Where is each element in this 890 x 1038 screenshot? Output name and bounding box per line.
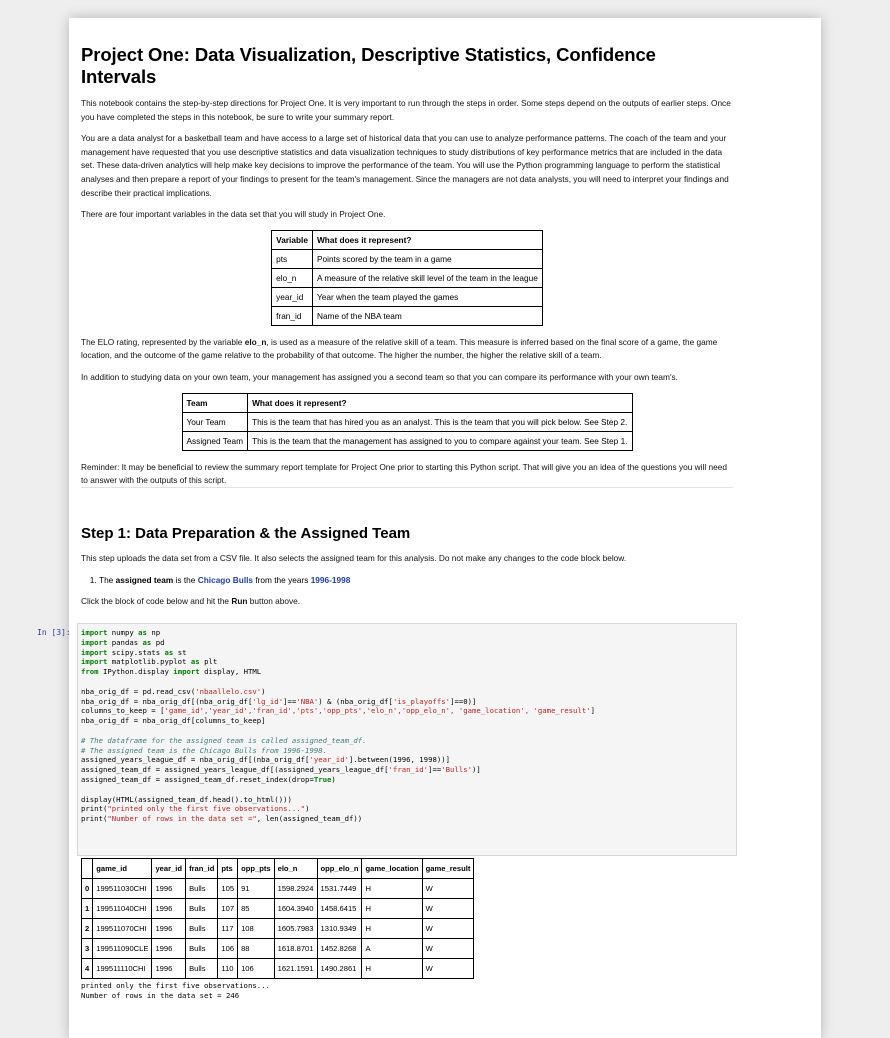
table-cell: 199511070CHI — [93, 919, 152, 939]
input-prompt: In [3]: — [37, 628, 71, 637]
code-text: ) — [261, 686, 266, 696]
code-text: )] — [472, 765, 481, 775]
keyword: as — [138, 628, 147, 637]
step1-title: Step 1: Data Preparation & the Assigned Team — [81, 525, 411, 542]
table-cell: Bulls — [186, 879, 218, 899]
alias: st — [177, 647, 187, 657]
elo-paragraph — [81, 336, 733, 363]
table-header — [82, 859, 93, 879]
code-cell[interactable] — [77, 623, 737, 856]
table-cell: fran_id — [272, 306, 313, 325]
table-cell: Points scored by the team in a game — [312, 249, 542, 268]
code-comment: # The assigned team is the Chicago Bulls from 1996-1998. — [81, 745, 328, 755]
code-text: assigned_years_league_df = nba_orig_df[(nba_orig_df[ — [81, 755, 310, 765]
code-line — [81, 648, 736, 658]
string: 'NBA' — [296, 696, 319, 706]
list-bold: assigned team — [115, 574, 174, 585]
code-text: print( — [81, 804, 108, 814]
string: 'Bulls' — [441, 765, 473, 775]
list-text: The — [99, 574, 116, 585]
code-line — [81, 814, 736, 824]
code-comment: # The dataframe for the assigned team is called assigned_team_df. — [81, 735, 367, 745]
table-cell: Bulls — [186, 899, 218, 919]
code-line — [81, 804, 736, 814]
code-line — [81, 657, 736, 667]
table-row — [82, 959, 474, 979]
row-index: 1 — [82, 899, 93, 919]
table-cell: A — [362, 939, 422, 959]
code-line: display(HTML(assigned_team_df.head().to_html())) — [81, 794, 292, 804]
table-row — [272, 287, 543, 306]
step1-cell — [81, 525, 733, 616]
row-index: 0 — [82, 879, 93, 899]
scenario-paragraph: You are a data analyst for a basketball team and have access to a large set of historical data that you can use to analyze performance patterns. The coach of the team and your management have requested that you use descriptive statistics and data visualization techniques to study distributions of key performance metrics that are included in the data set. These data-driven analytics will help make key decisions to improve the performance of the team. You will use the Python programming language to perform the statistical analyses and then prepare a report of your findings to present for the team's management. Since the managers are not data analysts, you will need to interpret your findings and describe their practical implications. — [81, 133, 729, 198]
table-cell: W — [422, 939, 474, 959]
elo-variable: elo_n — [244, 336, 267, 347]
variables-table — [271, 230, 543, 326]
code-text: ].between(1996, 1998))] — [349, 755, 451, 765]
list-text: from the years — [253, 574, 311, 585]
module: IPython.display — [102, 667, 169, 677]
code-line — [81, 765, 736, 775]
output-line: printed only the first five observations... — [81, 981, 270, 990]
string: "Number of rows in the data set =" — [107, 814, 257, 824]
code-line — [81, 628, 736, 638]
intro-paragraph: This notebook contains the step-by-step directions for Project One. It is very important to run through the steps in order. Some steps depend on the outputs of earlier steps. Once you have completed the steps in this notebook, be sure to write your summary report. — [81, 98, 731, 122]
keyword: as — [142, 637, 152, 647]
module: matplotlib.pyplot — [111, 657, 187, 667]
table-cell: Bulls — [186, 939, 218, 959]
table-cell: Bulls — [186, 959, 218, 979]
code-text: columns_to_keep = [ — [81, 706, 165, 716]
table-cell: 199511030CHI — [93, 879, 152, 899]
table-cell: 199511090CLE — [93, 939, 152, 959]
table-row — [272, 249, 543, 268]
table-cell: 1996 — [152, 899, 186, 919]
table-cell: 85 — [238, 899, 275, 919]
table-header: What does it represent? — [312, 230, 542, 249]
table-header: year_id — [152, 859, 186, 879]
dataframe-table — [81, 858, 474, 979]
table-cell: 106 — [238, 959, 275, 979]
table-cell: H — [362, 899, 422, 919]
table-header: elo_n — [274, 859, 317, 879]
code-text: assigned_team_df = assigned_years_league_df[(assigned_years_league_df[ — [81, 765, 389, 775]
code-text: ) — [305, 804, 310, 814]
output-line: Number of rows in the data set = 246 — [81, 991, 240, 1000]
table-cell: 1996 — [152, 879, 186, 899]
variables-intro: There are four important variables in the data set that you will study in Project One. — [81, 209, 386, 220]
table-row — [82, 919, 474, 939]
code-line — [81, 775, 736, 785]
code-blank — [81, 726, 736, 736]
code-text: ]== — [428, 765, 442, 775]
table-row — [272, 268, 543, 287]
code-line — [81, 706, 736, 716]
table-cell: year_id — [272, 287, 313, 306]
table-cell: This is the team that the management has assigned to you to compare against your team. See Step 1. — [248, 431, 632, 450]
table-header-row — [272, 230, 543, 249]
table-cell: 1310.9349 — [317, 919, 362, 939]
table-cell: H — [362, 879, 422, 899]
keyword: True — [313, 774, 332, 784]
keyword: import — [81, 628, 108, 637]
table-cell: 105 — [218, 879, 238, 899]
string: 'is_playoffs' — [392, 696, 451, 706]
table-cell: Your Team — [182, 412, 248, 431]
code-text: nba_orig_df = pd.read_csv( — [81, 686, 196, 696]
step1-description: This step uploads the data set from a CSV file. It also selects the assigned team for this analysis. Do not make any changes to the code block below. — [81, 553, 627, 563]
table-header: game_id — [93, 859, 152, 879]
keyword: as — [164, 647, 174, 657]
table-cell: This is the team that has hired you as an analyst. This is the team that you will pick below. See Step 2. — [248, 412, 632, 431]
keyword: import — [81, 647, 108, 657]
table-header: Team — [182, 393, 248, 412]
table-cell: 1996 — [152, 919, 186, 939]
intro-cell — [81, 44, 733, 496]
code-line: nba_orig_df = nba_orig_df[columns_to_keep] — [81, 716, 266, 726]
code-text: ) — [331, 774, 336, 784]
row-index: 2 — [82, 919, 93, 939]
table-cell: 108 — [238, 919, 275, 939]
table-cell: W — [422, 959, 474, 979]
table-row — [82, 879, 474, 899]
table-cell: 1458.6415 — [317, 899, 362, 919]
second-team-paragraph: In addition to studying data on your own team, your management has assigned you a second team so that you can compare its performance with your own team's. — [81, 371, 678, 382]
table-cell: 1604.3940 — [274, 899, 317, 919]
table-cell: 117 — [218, 919, 238, 939]
list-item — [99, 574, 733, 587]
table-cell: 106 — [218, 939, 238, 959]
table-header: game_location — [362, 859, 422, 879]
step1-list — [81, 574, 733, 587]
table-header: Variable — [272, 230, 313, 249]
table-cell: 1531.7449 — [317, 879, 362, 899]
string: 'fran_id' — [388, 765, 429, 775]
code-text: ]==0)] — [450, 696, 477, 706]
row-index: 3 — [82, 939, 93, 959]
code-line — [81, 755, 736, 765]
table-cell: 1618.8701 — [274, 939, 317, 959]
string: 'game_id','year_id','fran_id','pts','opp_pts','elo_n','opp_elo_n', 'game_location', 'game_result' — [164, 706, 591, 716]
table-header-row — [82, 859, 474, 879]
module: pandas — [111, 637, 139, 647]
table-header: pts — [218, 859, 238, 879]
reminder-paragraph: Reminder: It may be beneficial to review the summary report template for Project One prior to starting this Python script. That will give you an idea of the questions you will need to answer with the outputs of this script. — [81, 461, 727, 486]
module: scipy.stats — [111, 647, 161, 657]
table-cell: H — [362, 919, 422, 939]
code-text: ] — [590, 706, 596, 716]
table-header: opp_elo_n — [317, 859, 362, 879]
table-cell: A measure of the relative skill level of the team in the league — [312, 268, 542, 287]
page-title: Project One: Data Visualization, Descriptive Statistics, Confidence Intervals — [81, 44, 656, 87]
table-row — [272, 306, 543, 325]
string: "printed only the first five observations..." — [107, 804, 306, 814]
table-cell: 1621.1591 — [274, 959, 317, 979]
table-cell: 1598.2924 — [274, 879, 317, 899]
elo-text-end: , is used as a measure of the relative skill of a team. This measure is inferred based on the final score of a game, the game location, and the outcome of the game relative to the probability of that outcome. The higher the number, the higher the relative skill of a team. — [81, 336, 718, 361]
code-line — [81, 667, 736, 677]
table-cell: 1452.8268 — [317, 939, 362, 959]
table-header: What does it represent? — [248, 393, 632, 412]
table-cell: Name of the NBA team — [312, 306, 542, 325]
table-cell: 1996 — [152, 939, 186, 959]
code-blank — [81, 677, 736, 687]
string: 'nbaallelo.csv' — [195, 686, 262, 696]
code-text: print( — [81, 814, 108, 824]
team-name: Chicago Bulls — [197, 574, 254, 585]
section-divider — [81, 487, 733, 488]
run-label: Run — [231, 595, 248, 606]
table-cell: 107 — [218, 899, 238, 919]
table-row — [82, 899, 474, 919]
team-years: 1996-1998 — [310, 574, 351, 585]
code-text: nba_orig_df = nba_orig_df[(nba_orig_df[ — [81, 696, 253, 706]
row-index: 4 — [82, 959, 93, 979]
list-text: is the — [173, 574, 198, 585]
table-cell: Year when the team played the games — [312, 287, 542, 306]
table-cell: pts — [272, 249, 313, 268]
table-cell: W — [422, 899, 474, 919]
table-header-row — [182, 393, 632, 412]
keyword: as — [190, 657, 200, 667]
alias: plt — [204, 657, 218, 667]
keyword: import — [81, 637, 108, 647]
run-instruction — [81, 595, 733, 609]
table-header: opp_pts — [238, 859, 275, 879]
keyword: from — [81, 667, 99, 677]
table-cell: H — [362, 959, 422, 979]
code-text: ]== — [283, 696, 297, 706]
code-text: , len(assigned_team_df)) — [256, 814, 363, 824]
table-cell: 199511040CHI — [93, 899, 152, 919]
table-cell: 199511110CHI — [93, 959, 152, 979]
team-table — [182, 393, 633, 451]
module: numpy — [111, 628, 134, 637]
table-row — [182, 412, 632, 431]
table-cell: W — [422, 919, 474, 939]
keyword: import — [173, 667, 200, 677]
table-cell: 110 — [218, 959, 238, 979]
string: 'year_id' — [309, 755, 349, 765]
code-text: ) & (nba_orig_df[ — [318, 696, 393, 706]
table-cell: 1605.7983 — [274, 919, 317, 939]
table-cell: elo_n — [272, 268, 313, 287]
code-line — [81, 638, 736, 648]
code-line — [81, 697, 736, 707]
keyword: import — [81, 657, 108, 667]
imports: display, HTML — [204, 667, 262, 677]
table-cell: Assigned Team — [182, 431, 248, 450]
string: 'lg_id' — [252, 696, 284, 706]
table-cell: 88 — [238, 939, 275, 959]
table-cell: Bulls — [186, 919, 218, 939]
instruction-text: Click the block of code below and hit the — [81, 595, 232, 606]
instruction-text: button above. — [247, 595, 301, 606]
table-cell: 1490.2861 — [317, 959, 362, 979]
table-header: game_result — [422, 859, 474, 879]
code-blank — [81, 785, 736, 795]
table-header: fran_id — [186, 859, 218, 879]
alias: pd — [155, 637, 165, 647]
table-cell: 1996 — [152, 959, 186, 979]
elo-text-start: The ELO rating, represented by the variable — [81, 336, 245, 347]
table-row — [182, 431, 632, 450]
code-line — [81, 687, 736, 697]
table-cell: 91 — [238, 879, 275, 899]
table-cell: W — [422, 879, 474, 899]
table-row — [82, 939, 474, 959]
code-text: assigned_team_df = assigned_team_df.reset_index(drop= — [81, 774, 314, 784]
alias: np — [151, 628, 161, 637]
